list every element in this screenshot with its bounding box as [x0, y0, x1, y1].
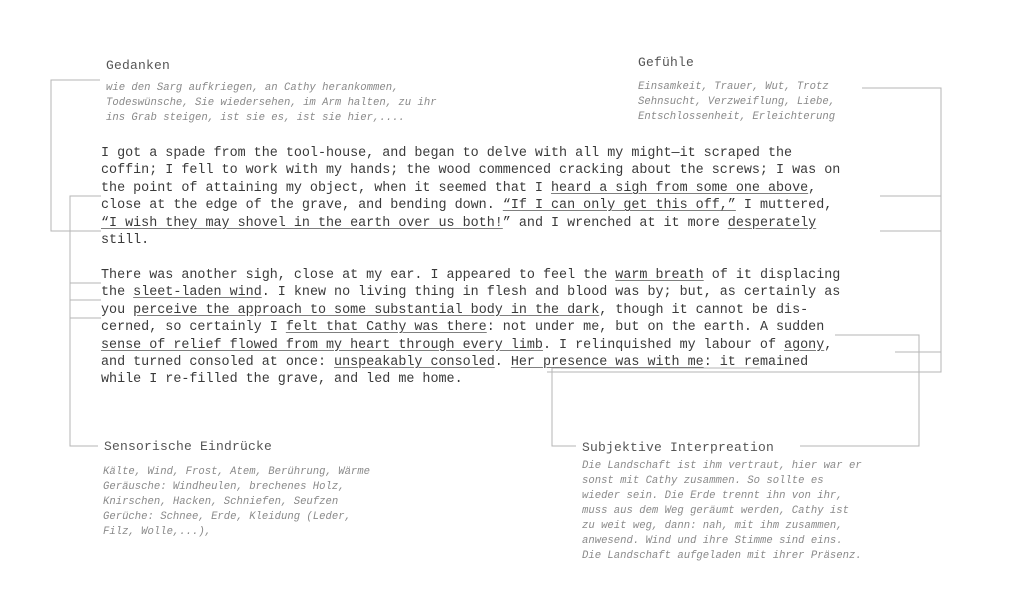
- passage-text: ,: [824, 337, 833, 353]
- passage-text: I got a spade from the tool-house, and began to delve with all my might—it scraped the: [101, 146, 793, 161]
- gedanken-heading: Gedanken: [106, 58, 171, 73]
- note-line: wie den Sarg aufkriegen, an Cathy herankommen,: [106, 82, 399, 94]
- underlined-phrase: sense of relief flowed from my heart through every limb: [101, 337, 543, 353]
- note-line: Die Landschaft aufgeladen mit ihrer Präsenz.: [582, 550, 862, 562]
- passage-text: close at the edge of the grave, and bending down.: [101, 198, 503, 214]
- passage-paragraph-1: [101, 145, 840, 249]
- note-line: wieder sein. Die Erde trennt ihn von ihr,: [582, 490, 843, 502]
- underlined-phrase: unspeakably consoled: [334, 355, 495, 371]
- gefuehle-notes: [638, 80, 835, 125]
- underlined-phrase: desperately: [727, 215, 817, 231]
- underlined-phrase: agony: [784, 337, 825, 353]
- passage-text: I muttered,: [735, 198, 833, 214]
- subjektive-notes: [582, 459, 862, 564]
- underlined-phrase: perceive the approach to some substantial body in the dark: [133, 302, 600, 318]
- note-line: Geräusche: Windheulen, brechenes Holz,: [103, 481, 345, 493]
- passage-text: . I relinquished my labour of: [542, 337, 785, 353]
- gedanken-notes: [106, 81, 437, 126]
- sensorische-heading: Sensorische Eindrücke: [104, 439, 273, 454]
- underlined-phrase: heard a sigh from some one above: [551, 180, 809, 196]
- passage-text: and turned consoled at once:: [101, 355, 335, 371]
- note-line: muss aus dem Weg geräumt werden, Cathy ist: [582, 505, 850, 517]
- note-line: Entschlossenheit, Erleichterung: [638, 111, 836, 123]
- sensorische-notes: [103, 465, 370, 540]
- underlined-phrase: “I wish they may shovel in the earth over us both!: [101, 215, 503, 231]
- note-line: ins Grab steigen, ist sie es, ist sie hier,....: [106, 112, 405, 124]
- passage-line: [101, 319, 840, 336]
- passage-text: : it remained: [703, 355, 809, 371]
- passage-text: the point of attaining my object, when it seemed that I: [101, 180, 551, 196]
- passage-line: [101, 215, 840, 232]
- passage-text: . I knew no living thing in flesh and blood was by; but, as certainly as: [261, 285, 841, 301]
- gefuehle-heading: Gefühle: [638, 55, 695, 70]
- underlined-phrase: “If I can only get this off,”: [502, 198, 736, 214]
- note-line: Sehnsucht, Verzweiflung, Liebe,: [638, 96, 836, 108]
- passage-line: [101, 145, 840, 162]
- passage-text: you: [101, 302, 134, 318]
- note-line: Gerüche: Schnee, Erde, Kleidung (Leder,: [103, 511, 351, 523]
- connector-gedanken: [51, 80, 101, 231]
- note-line: Einsamkeit, Trauer, Wut, Trotz: [638, 81, 829, 93]
- passage-line: [101, 180, 840, 197]
- underlined-phrase: felt that Cathy was there: [285, 320, 487, 336]
- passage-text: still.: [101, 233, 150, 249]
- passage-line: [101, 162, 840, 179]
- passage-text: of it displacing: [703, 268, 841, 283]
- passage-text: , though it cannot be dis-: [599, 302, 809, 318]
- passage-line: [101, 354, 840, 371]
- underlined-phrase: sleet-laden wind: [133, 285, 262, 301]
- passage-line: [101, 337, 840, 354]
- passage-paragraph-2: [101, 267, 840, 389]
- note-line: Filz, Wolle,...),: [103, 526, 212, 538]
- note-line: Knirschen, Hacken, Schniefen, Seufzen: [103, 496, 339, 508]
- note-line: Die Landschaft ist ihm vertraut, hier war er: [582, 460, 862, 472]
- note-line: Kälte, Wind, Frost, Atem, Berührung, Wärme: [103, 466, 371, 478]
- underlined-phrase: warm breath: [615, 268, 704, 283]
- note-line: zu weit weg, dann: nah, mit ihm zusammen,: [582, 520, 843, 532]
- passage-text: coffin; I fell to work with my hands; the wood commenced cracking about the screws; I was on: [101, 163, 841, 179]
- passage-text: ,: [808, 180, 817, 196]
- passage-text: the: [101, 285, 134, 301]
- passage-line: [101, 232, 840, 249]
- passage-text: cerned, so certainly I: [101, 320, 286, 336]
- subjektive-heading: Subjektive Interpreation: [582, 440, 775, 455]
- passage-text: ” and I wrenched at it more: [502, 215, 728, 231]
- passage-text: : not under me, but on the earth. A sudden: [486, 320, 825, 336]
- underlined-phrase: Her presence was with me: [510, 355, 704, 371]
- connector-sensorische: [70, 196, 101, 446]
- passage-line: [101, 267, 840, 284]
- passage-line: [101, 197, 840, 214]
- passage-text: .: [494, 355, 511, 371]
- passage-text: There was another sigh, close at my ear. I appeared to feel the: [101, 268, 616, 283]
- note-line: anwesend. Wind und ihre Stimme sind eins.: [582, 535, 843, 547]
- passage-line: [101, 371, 840, 388]
- note-line: sonst mit Cathy zusammen. So sollte es: [582, 475, 824, 487]
- note-line: Todeswünsche, Sie wiedersehen, im Arm halten, zu ihr: [106, 97, 437, 109]
- passage-line: [101, 302, 840, 319]
- passage-text: while I re-filled the grave, and led me home.: [101, 372, 463, 388]
- passage-line: [101, 284, 840, 301]
